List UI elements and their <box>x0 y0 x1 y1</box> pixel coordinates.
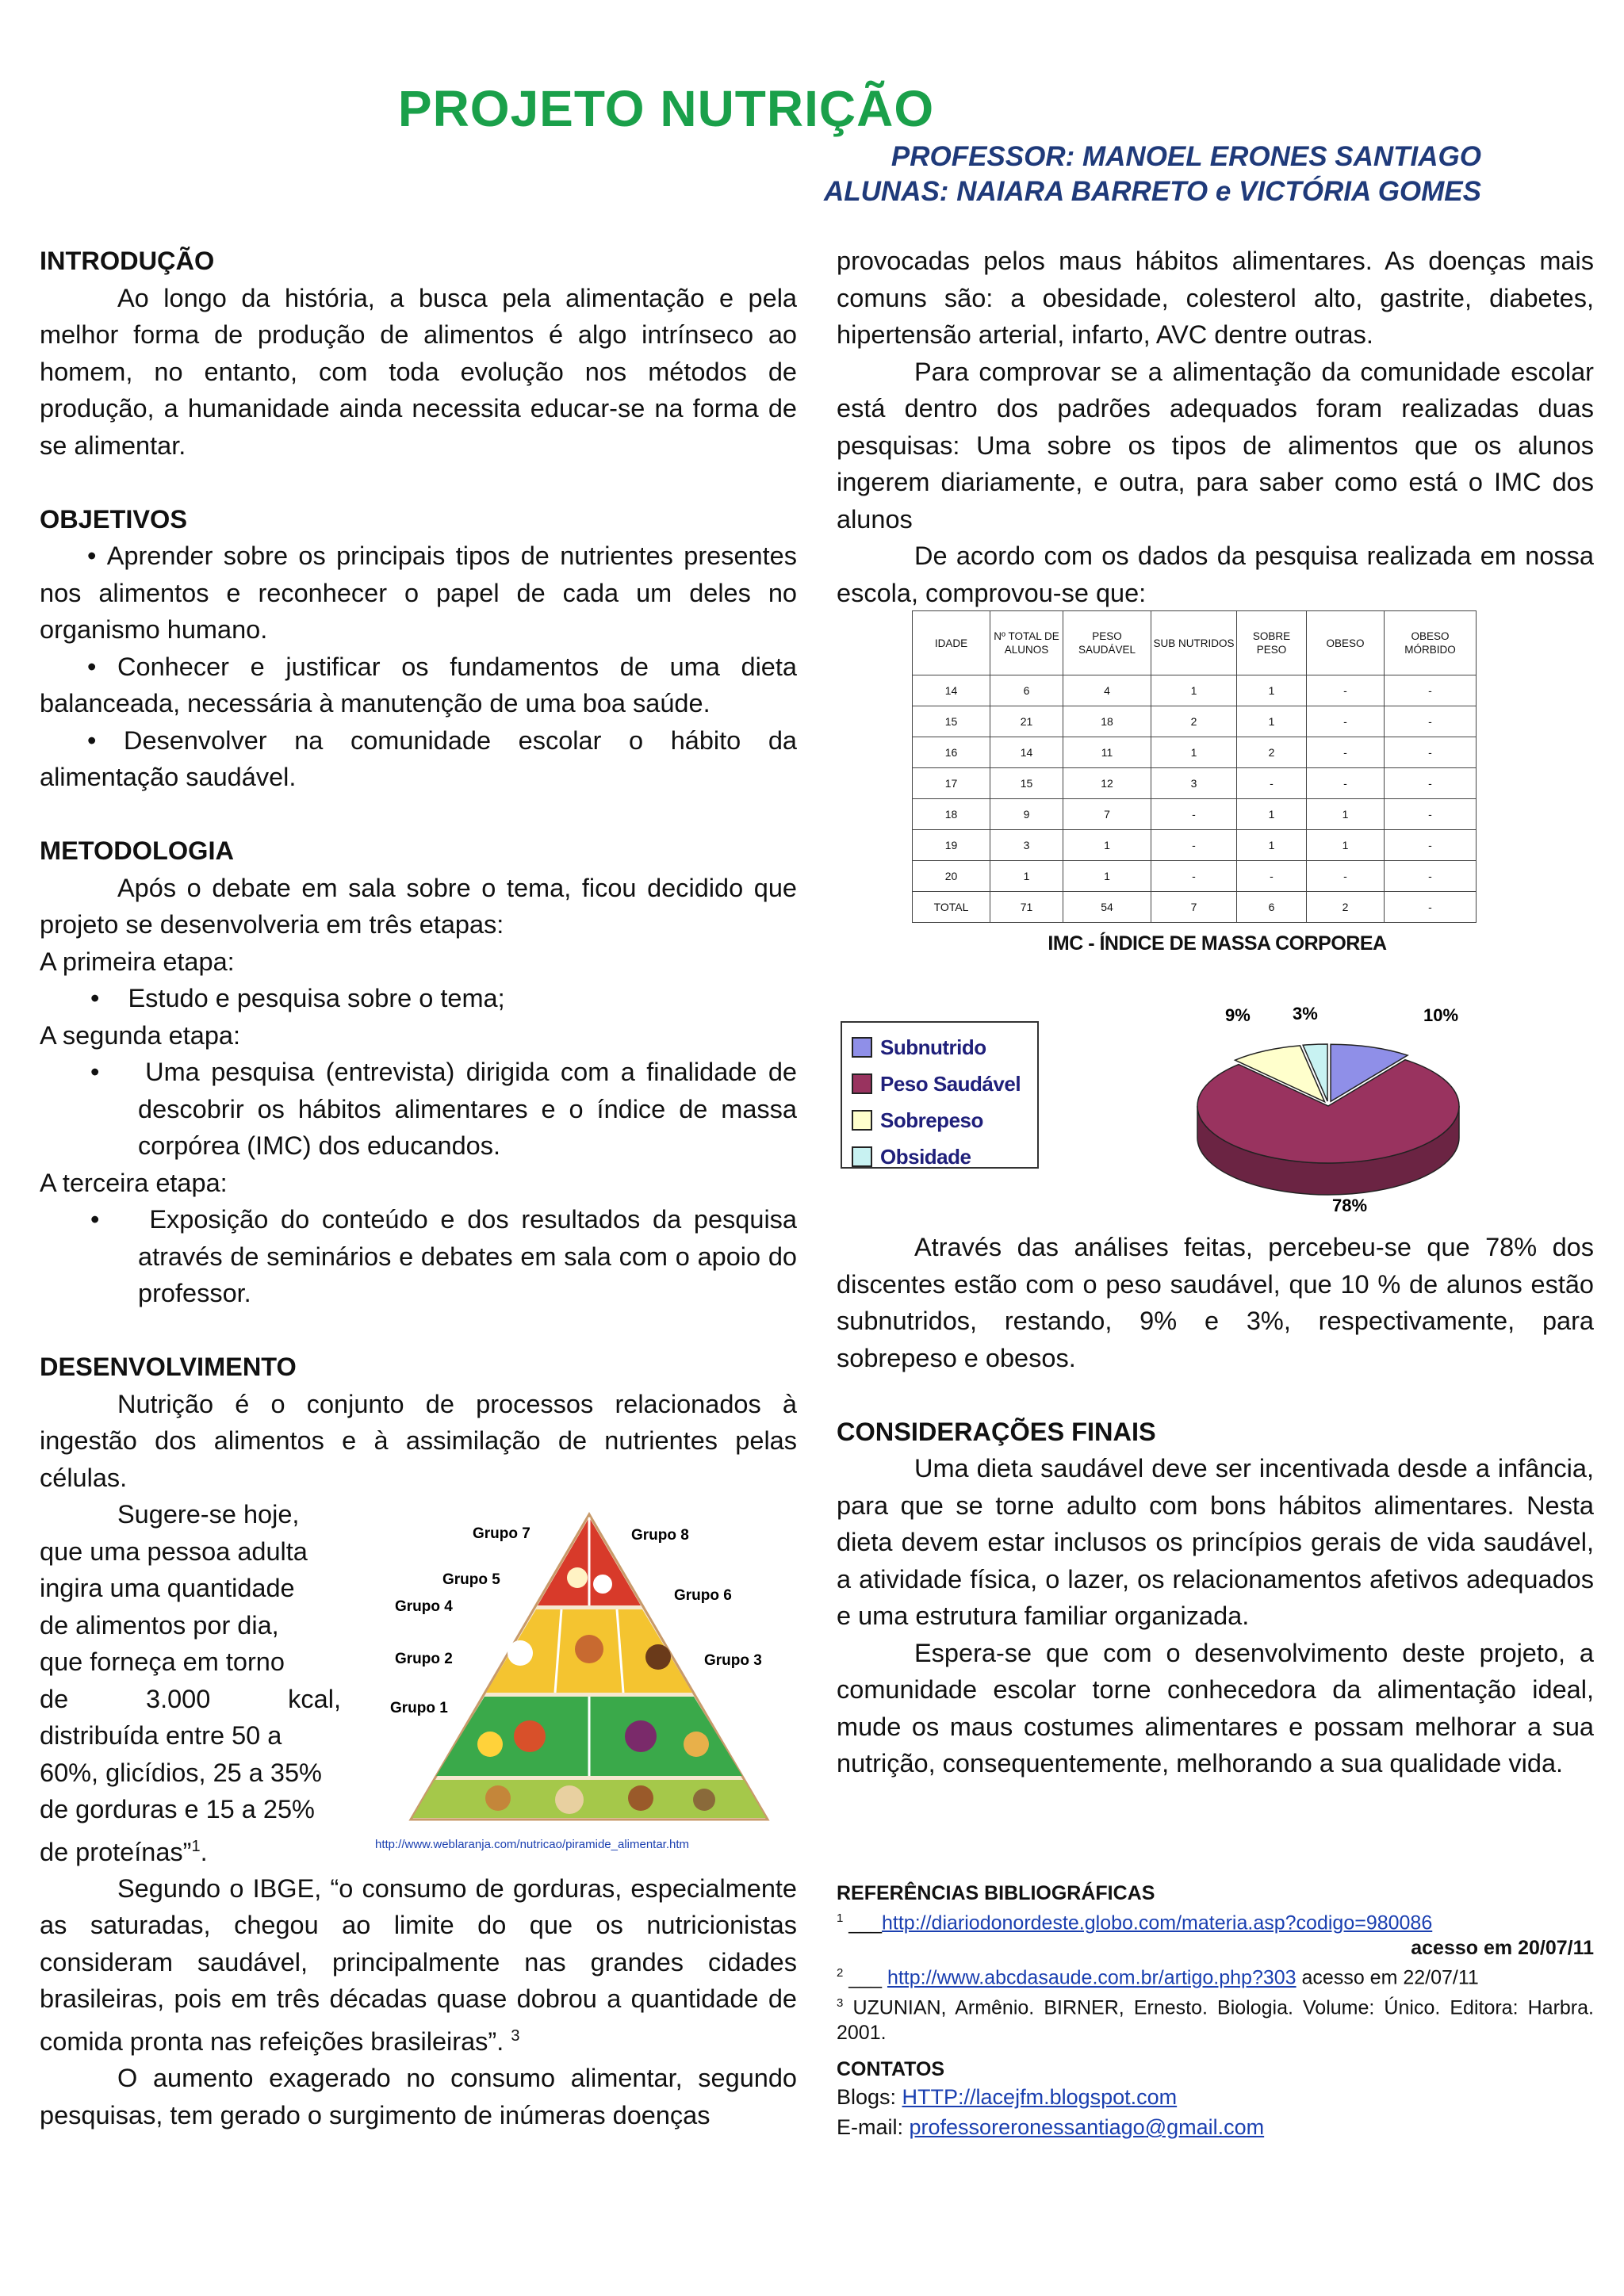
table-cell: - <box>1385 799 1477 830</box>
table-cell: - <box>1307 737 1385 768</box>
legend-item <box>852 1066 1037 1102</box>
recommendation-block: Sugere-se hoje, que uma pessoa adulta ingira uma quantidade de alimentos por dia, que forneça em torno de 3.000 kcal, distribuída entre 50 a 60%, glicídios, 25 a 35% de gorduras e 15 a 25% de proteínas”$^1$. <box>40 1500 341 1866</box>
table-cell: 21 <box>990 706 1063 737</box>
bullet-icon: • <box>90 984 128 1012</box>
pyramid-source-url[interactable]: http://www.weblaranja.com/nutricao/piramide_alimentar.htm <box>375 1838 690 1851</box>
table-cell: 7 <box>1151 892 1237 923</box>
table-cell: - <box>1307 706 1385 737</box>
objetivo-item: • Aprender sobre os principais tipos de nutrientes presentes nos alimentos e reconhecer o papel de cada um deles no organismo humano. <box>40 541 797 644</box>
reference-link[interactable]: http://diariodonordeste.globo.com/materia.asp?codigo=980086 <box>882 1911 1433 1934</box>
right-p3: De acordo com os dados da pesquisa realizada em nossa escola, comprovou-se que: <box>837 541 1594 607</box>
etapa-item: • Estudo e pesquisa sobre o tema; <box>90 984 505 1012</box>
email-link[interactable]: professoreronessantiago@gmail.com <box>909 2114 1265 2139</box>
reference-item: $^2$ ___ http://www.abcdasaude.com.br/artigo.php?303 acesso em 22/07/11 <box>837 1966 1479 1989</box>
references <box>837 1881 1594 2142</box>
table-row <box>913 830 1477 861</box>
table-row <box>913 861 1477 892</box>
desenvolvimento-heading: DESENVOLVIMENTO <box>40 1353 297 1381</box>
legend-swatch <box>852 1073 872 1094</box>
professor-line: PROFESSOR: MANOEL ERONES SANTIAGO <box>891 141 1481 172</box>
imc-table <box>912 610 1477 923</box>
group-label: Grupo 4 <box>395 1598 453 1615</box>
pie-data-label: 10% <box>1423 1007 1459 1025</box>
students-line: ALUNAS: NAIARA BARRETO e VICTÓRIA GOMES <box>823 176 1481 207</box>
table-cell: 3 <box>990 830 1063 861</box>
references-heading: REFERÊNCIAS BIBLIOGRÁFICAS <box>837 1882 1155 1904</box>
intro-text: Ao longo da história, a busca pela alimentação e pela melhor forma de produção de alimentos é algo intrínseco ao homem, no entanto, com toda evolução nos métodos de produção, a humanidade ainda necessita educar-se na forma de se alimentar. <box>40 283 797 460</box>
pie-chart <box>1150 1007 1530 1213</box>
etapa-item: • Uma pesquisa (entrevista) dirigida com a finalidade de descobrir os hábitos alimentares e o índice de massa corpórea (IMC) dos educandos. <box>90 1058 798 1160</box>
food-pyramid-image <box>375 1506 791 1855</box>
table-cell: 1 <box>1151 675 1237 706</box>
table-cell: 20 <box>913 861 990 892</box>
table-header-cell: PESO SAUDÁVEL <box>1063 611 1151 675</box>
legend-swatch <box>852 1037 872 1058</box>
group-label: Grupo 5 <box>442 1571 500 1588</box>
legend-label: Sobrepeso <box>880 1108 983 1132</box>
table-cell: 6 <box>990 675 1063 706</box>
bullet-icon: • <box>90 1205 150 1234</box>
legend-item <box>852 1138 1037 1175</box>
table-cell: 18 <box>913 799 990 830</box>
metodologia-intro: Após o debate em sala sobre o tema, ficou decidido que projeto se desenvolveria em três etapas: <box>40 873 797 939</box>
table-cell: 1 <box>1307 830 1385 861</box>
table-header-cell: IDADE <box>913 611 990 675</box>
intro-heading: INTRODUÇÃO <box>40 247 215 275</box>
table-cell: 1 <box>1307 799 1385 830</box>
table-cell: 11 <box>1063 737 1151 768</box>
table-row <box>913 892 1477 923</box>
table-cell: 6 <box>1237 892 1307 923</box>
table-cell: 1 <box>1151 737 1237 768</box>
page-title: PROJETO NUTRIÇÃO <box>397 80 935 137</box>
pie-data-label: 9% <box>1225 1007 1251 1025</box>
table-cell: - <box>1307 768 1385 799</box>
table-cell: - <box>1307 861 1385 892</box>
legend-label: Obsidade <box>880 1144 971 1169</box>
analysis-text: Através das análises feitas, percebeu-se que 78% dos discentes estão com o peso saudável, que 10 % de alunos estão subnutridos, restando, 9% e 3%, respectivamente, para sobrepeso e obesos. <box>837 1233 1594 1372</box>
table-cell: 15 <box>990 768 1063 799</box>
table-cell: 71 <box>990 892 1063 923</box>
right-column-bottom <box>837 1229 1594 1782</box>
table-row <box>913 737 1477 768</box>
contacts-heading: CONTATOS <box>837 2057 945 2080</box>
table-row <box>913 706 1477 737</box>
table-cell: 18 <box>1063 706 1151 737</box>
table-cell: - <box>1385 737 1477 768</box>
table-cell: 12 <box>1063 768 1151 799</box>
table-cell: - <box>1237 768 1307 799</box>
table-cell: 16 <box>913 737 990 768</box>
table-row <box>913 768 1477 799</box>
legend-swatch <box>852 1146 872 1167</box>
table-header-cell: SOBRE PESO <box>1237 611 1307 675</box>
consideracoes-p1: Uma dieta saudável deve ser incentivada desde a infância, para que se torne adulto com bons hábitos alimentares. Nesta dieta devem estar inclusos os princípios gerais de vida saudável, a atividade física, o lazer, os relacionamentos afetivos adequados e uma estrutura familiar organizada. <box>837 1454 1594 1630</box>
reference-item: $^1$ ___http://diariodonordeste.globo.com/materia.asp?codigo=980086 acesso em 20/07/11 <box>837 1911 1594 1960</box>
legend-label: Subnutrido <box>880 1035 986 1059</box>
group-label: Grupo 6 <box>674 1587 732 1604</box>
pie-data-label: 3% <box>1293 1007 1318 1024</box>
table-cell: 4 <box>1063 675 1151 706</box>
reference-link[interactable]: http://www.abcdasaude.com.br/artigo.php?303 <box>887 1966 1297 1989</box>
imc-chart <box>841 928 1554 1229</box>
table-cell: - <box>1151 830 1237 861</box>
pie-data-label: 78% <box>1332 1196 1368 1213</box>
bullet-icon: • <box>90 1058 146 1086</box>
table-cell: - <box>1151 861 1237 892</box>
table-cell: 1 <box>1237 830 1307 861</box>
blog-link[interactable]: HTTP://lacejfm.blogspot.com <box>902 2084 1178 2109</box>
table-cell: - <box>1307 675 1385 706</box>
legend-item <box>852 1029 1037 1066</box>
table-cell: 1 <box>1063 861 1151 892</box>
legend-swatch <box>852 1110 872 1131</box>
table-cell: 14 <box>990 737 1063 768</box>
consideracoes-p2: Espera-se que com o desenvolvimento deste projeto, a comunidade escolar torne conhecedora da alimentação ideal, mude os maus costumes alimentares e possam melhorar a sua nutrição, consequentemente, melhorando a sua qualidade vida. <box>837 1638 1594 1777</box>
legend-label: Peso Saudável <box>880 1071 1021 1096</box>
table-header-cell: OBESO MÓRBIDO <box>1385 611 1477 675</box>
bullet-icon: • <box>87 725 124 755</box>
bullet-icon: • <box>87 541 107 570</box>
chart-legend <box>841 1021 1039 1169</box>
etapa-label: A segunda etapa: <box>40 1020 241 1050</box>
table-cell: 1 <box>990 861 1063 892</box>
table-cell: 15 <box>913 706 990 737</box>
desenvolvimento-p4: O aumento exagerado no consumo alimentar, segundo pesquisas, tem gerado o surgimento de inúmeras doenças <box>40 2064 797 2130</box>
group-label: Grupo 2 <box>395 1651 453 1667</box>
bullet-icon: • <box>87 652 118 681</box>
table-cell: 3 <box>1151 768 1237 799</box>
table-cell: 54 <box>1063 892 1151 923</box>
metodologia-heading: METODOLOGIA <box>40 836 234 865</box>
right-column-top <box>837 243 1594 611</box>
table-cell: 9 <box>990 799 1063 830</box>
right-p2: Para comprovar se a alimentação da comunidade escolar está dentro dos padrões adequados foram realizadas duas pesquisas: Uma sobre os tipos de alimentos que os alunos ingerem diariamente, e outra, para saber como está o IMC dos alunos <box>837 357 1594 534</box>
table-row <box>913 799 1477 830</box>
consideracoes-heading: CONSIDERAÇÕES FINAIS <box>837 1417 1156 1446</box>
group-label: Grupo 7 <box>473 1525 530 1542</box>
table-cell: 1 <box>1237 799 1307 830</box>
table-cell: 2 <box>1307 892 1385 923</box>
table-cell: - <box>1151 799 1237 830</box>
table-cell: - <box>1237 861 1307 892</box>
group-label: Grupo 8 <box>631 1527 689 1544</box>
table-cell: 2 <box>1151 706 1237 737</box>
table-cell: - <box>1385 830 1477 861</box>
desenvolvimento-p3: Segundo o IBGE, “o consumo de gorduras, especialmente as saturadas, chegou ao limite do que os nutricionistas consideram saudável, principalmente nas grandes cidades brasileiras, pois em três décadas quase dobrou a quantidade de comida pronta nas refeições brasileiras”. $^3$ <box>40 1873 797 2056</box>
contact-blog: Blogs: HTTP://lacejfm.blogspot.com <box>837 2084 1178 2109</box>
chart-title: IMC - ÍNDICE DE MASSA CORPOREA <box>1048 932 1387 955</box>
table-cell: 17 <box>913 768 990 799</box>
objetivo-item: • Conhecer e justificar os fundamentos de uma dieta balanceada, necessária à manutenção de uma boa saúde. <box>40 652 797 718</box>
table-header-cell: SUB NUTRIDOS <box>1151 611 1237 675</box>
etapa-item: • Exposição do conteúdo e dos resultados da pesquisa através de seminários e debates em sala com o apoio do professor. <box>90 1205 798 1307</box>
table-cell: - <box>1385 861 1477 892</box>
table-cell: TOTAL <box>913 892 990 923</box>
group-label: Grupo 1 <box>390 1700 448 1716</box>
objetivos-heading: OBJETIVOS <box>40 504 188 534</box>
table-cell: - <box>1385 675 1477 706</box>
table-header-cell: OBESO <box>1307 611 1385 675</box>
table-cell: - <box>1385 768 1477 799</box>
table-cell: 14 <box>913 675 990 706</box>
table-cell: 1 <box>1063 830 1151 861</box>
legend-item <box>852 1102 1037 1138</box>
etapa-label: A primeira etapa: <box>40 947 235 976</box>
table-cell: 2 <box>1237 737 1307 768</box>
table-row <box>913 675 1477 706</box>
table-cell: 1 <box>1237 675 1307 706</box>
table-cell: - <box>1385 892 1477 923</box>
etapa-label: A terceira etapa: <box>40 1168 228 1197</box>
table-header-cell: Nº TOTAL DE ALUNOS <box>990 611 1063 675</box>
objetivo-item: • Desenvolver na comunidade escolar o hábito da alimentação saudável. <box>40 725 797 791</box>
pyramid-icon <box>379 1506 791 1831</box>
group-label: Grupo 3 <box>704 1652 762 1669</box>
table-cell: 19 <box>913 830 990 861</box>
contact-email: E-mail: professoreronessantiago@gmail.com <box>837 2114 1265 2139</box>
table-cell: - <box>1385 706 1477 737</box>
table-cell: 7 <box>1063 799 1151 830</box>
desenvolvimento-p1: Nutrição é o conjunto de processos relacionados à ingestão dos alimentos e à assimilação de nutrientes pelas células. <box>40 1389 797 1492</box>
reference-item: $^3$ UZUNIAN, Armênio. BIRNER, Ernesto. Biologia. Volume: Único. Editora: Harbra. 2001. <box>837 1996 1594 2044</box>
table-cell: 1 <box>1237 706 1307 737</box>
right-p1: provocadas pelos maus hábitos alimentares. As doenças mais comuns são: a obesidade, colesterol alto, gastrite, diabetes, hipertensão arterial, infarto, AVC dentre outras. <box>837 247 1594 349</box>
